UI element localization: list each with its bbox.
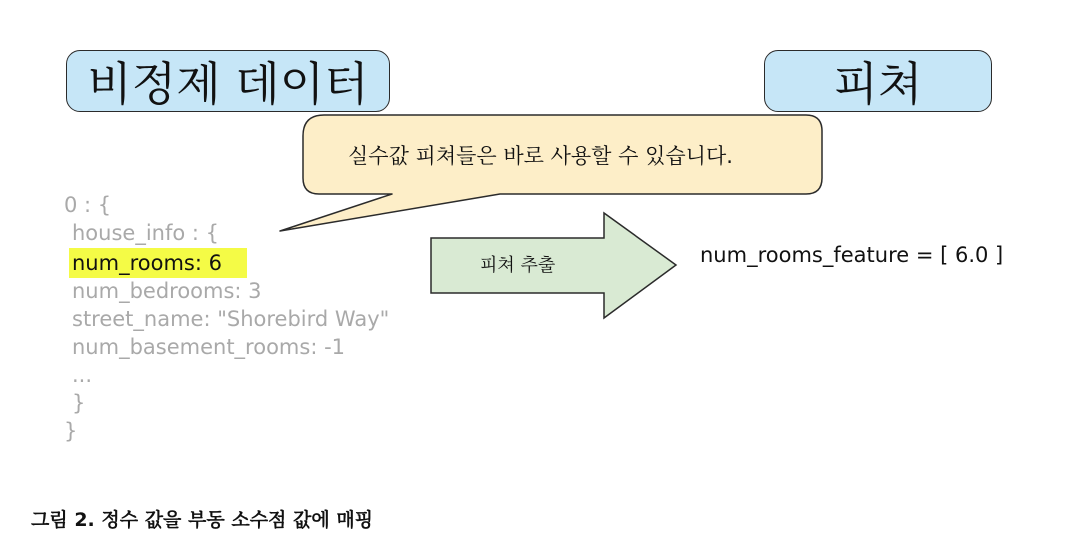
code-line-house-info: house_info : {: [72, 221, 219, 245]
figure-caption: 그림 2. 정수 값을 부동 소수점 값에 매핑: [31, 509, 374, 531]
code-line-ellipsis: ...: [72, 363, 93, 387]
code-line-inner-close: }: [72, 391, 86, 415]
code-line-num-bedrooms: num_bedrooms: 3: [72, 279, 262, 303]
code-line-num-rooms: num_rooms: 6: [72, 251, 222, 275]
callout-bubble: [280, 115, 822, 231]
code-line-num-basement-rooms: num_basement_rooms: -1: [72, 335, 346, 359]
raw-data-title: 비정제 데이터: [87, 57, 369, 111]
code-line-open: 0 : {: [64, 193, 112, 217]
arrow-label: 피쳐 추출: [480, 255, 556, 276]
code-line-outer-close: }: [64, 419, 78, 443]
code-line-street-name: street_name: "Shorebird Way": [72, 307, 390, 331]
callout-text: 실수값 피쳐들은 바로 사용할 수 있습니다.: [348, 144, 733, 168]
feature-result: num_rooms_feature = [ 6.0 ]: [700, 243, 1004, 267]
features-title: 피쳐: [833, 57, 923, 111]
